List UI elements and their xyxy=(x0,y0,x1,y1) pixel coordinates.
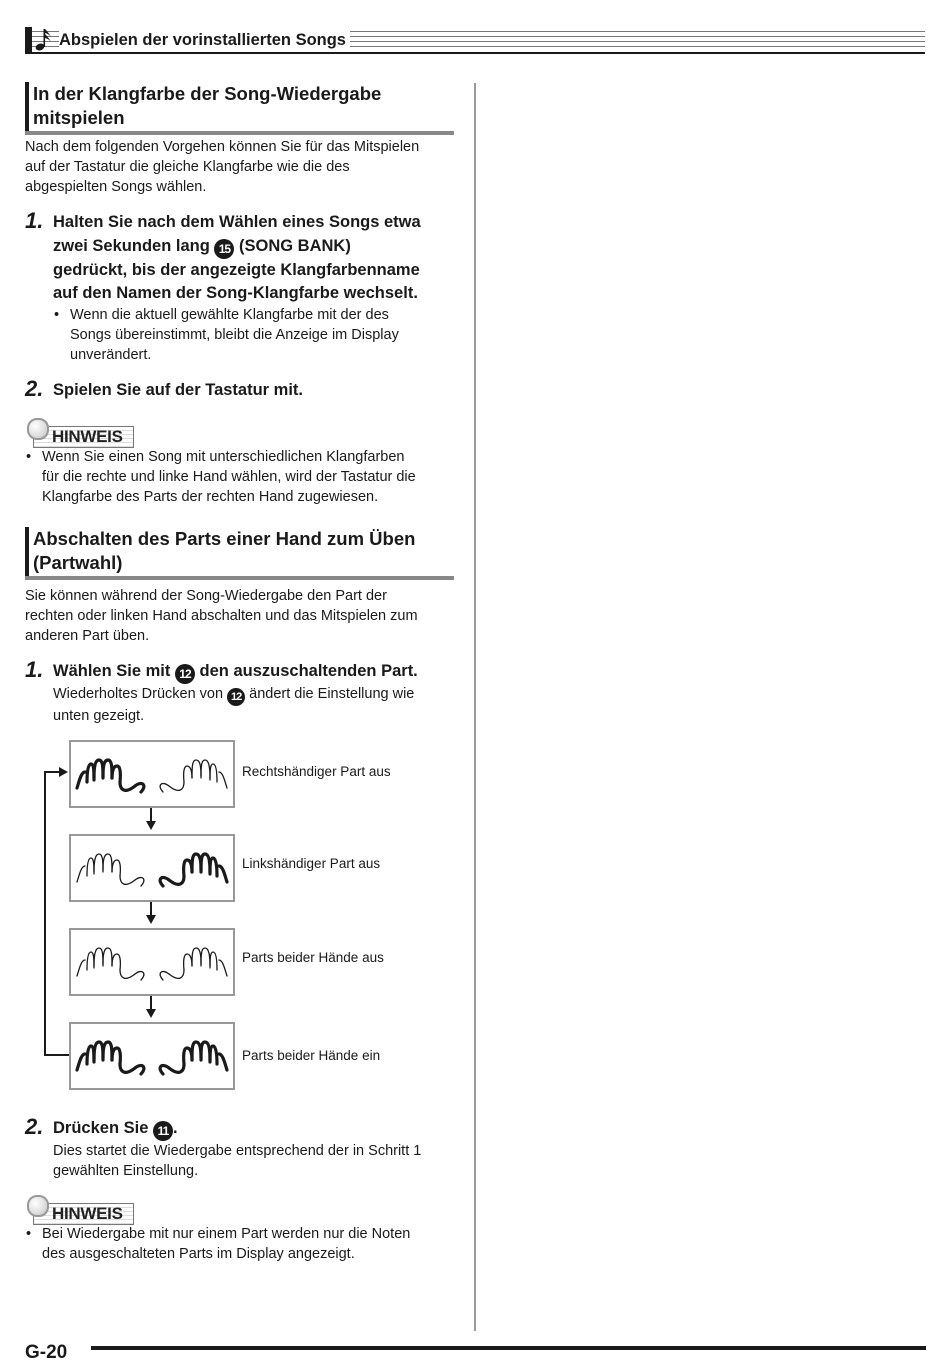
text-line: Nach dem folgenden Vorgehen können Sie für das Mitspielen xyxy=(25,139,420,155)
hinweis-label: HINWEIS xyxy=(52,1204,123,1223)
step-number: 1. xyxy=(25,657,44,682)
magnifier-icon xyxy=(27,418,49,440)
page-number: G-20 xyxy=(25,1342,68,1363)
step-text xyxy=(53,660,465,684)
text-line: Bei Wiedergabe mit nur einem Part werden nur die Noten xyxy=(42,1226,411,1242)
diagram-state-1 xyxy=(69,740,235,808)
left-hand-icon xyxy=(77,948,144,980)
step-number: 2. xyxy=(25,376,44,401)
bullet-dot: • xyxy=(26,1226,32,1242)
text-segment: zwei Sekunden lang xyxy=(53,236,210,255)
text-line: abgespielten Songs wählen. xyxy=(25,179,207,195)
text-segment: Wählen Sie mit xyxy=(53,662,171,680)
text-line: Wenn Sie einen Song mit unterschiedlichen Klangfarben xyxy=(42,449,405,465)
section2-intro xyxy=(25,586,418,646)
section2-step2-detail xyxy=(53,1141,421,1181)
right-hand-icon xyxy=(160,854,227,886)
text-segment: . xyxy=(172,1119,178,1137)
right-hand-icon xyxy=(160,760,227,792)
section-heading-partwahl xyxy=(25,527,454,580)
diagram-caption: Parts beider Hände ein xyxy=(242,1048,381,1063)
column-divider xyxy=(474,83,476,1331)
text-line: Dies startet die Wiedergabe entsprechend der in Schritt 1 xyxy=(53,1143,422,1159)
hinweis-label: HINWEIS xyxy=(52,427,123,446)
text-line: anderen Part üben. xyxy=(25,628,150,644)
button-number-badge: 12 xyxy=(175,664,195,684)
text-segment: den auszuschaltenden Part. xyxy=(199,662,418,680)
text-line: unverändert. xyxy=(70,347,152,363)
button-number-badge: 11 xyxy=(153,1121,173,1141)
text-line: Wenn die aktuell gewählte Klangfarbe mit der des xyxy=(70,307,389,323)
text-line: Klangfarbe des Parts der rechten Hand zugewiesen. xyxy=(42,489,379,505)
diagram-state-2 xyxy=(69,834,235,902)
text-line: Sie können während der Song-Wiedergabe den Part der xyxy=(25,588,387,604)
right-hand-icon xyxy=(160,1042,227,1074)
step-number: 2. xyxy=(25,1114,44,1139)
footer-rule xyxy=(91,1346,926,1350)
button-number-badge: 12 xyxy=(227,688,245,706)
text-segment: (SONG BANK) xyxy=(238,236,351,255)
text-line: auf der Tastatur die gleiche Klangfarbe wie die des xyxy=(25,159,350,175)
diagram-state-4 xyxy=(69,1022,235,1090)
step-text xyxy=(53,1117,465,1141)
step-text: Spielen Sie auf der Tastatur mit. xyxy=(53,381,304,399)
section-heading-mitspielen xyxy=(25,82,454,135)
right-hand-icon xyxy=(160,948,227,980)
diagram-caption: Linkshändiger Part aus xyxy=(242,856,381,871)
section2-step1-detail xyxy=(53,684,414,726)
diagram-state-3 xyxy=(69,928,235,996)
left-hand-icon xyxy=(77,1042,144,1074)
bullet-dot: • xyxy=(26,449,32,465)
heading-line: mitspielen xyxy=(33,107,125,128)
diagram-caption: Rechtshändiger Part aus xyxy=(242,764,391,779)
heading-line: In der Klangfarbe der Song-Wiedergabe xyxy=(33,83,382,104)
text-segment: Wiederholtes Drücken von xyxy=(53,686,224,702)
text-line: Halten Sie nach dem Wählen eines Songs etwa xyxy=(53,213,421,231)
text-line xyxy=(53,684,414,706)
button-number-badge: 15 xyxy=(214,239,234,259)
page-header-title: Abspielen der vorinstallierten Songs xyxy=(59,31,350,50)
magnifier-icon xyxy=(27,1195,49,1217)
text-segment: Drücken Sie xyxy=(53,1119,149,1137)
diagram-caption: Parts beider Hände aus xyxy=(242,950,384,965)
text-line: des ausgeschalteten Parts im Display angezeigt. xyxy=(42,1246,355,1262)
heading-line: Abschalten des Parts einer Hand zum Üben xyxy=(33,528,416,549)
step-text xyxy=(53,211,465,306)
text-line: Songs übereinstimmt, bleibt die Anzeige im Display xyxy=(70,327,399,343)
text-segment: ändert die Einstellung wie xyxy=(249,686,415,702)
heading-line: (Partwahl) xyxy=(33,552,123,573)
text-line xyxy=(53,235,465,259)
text-line: rechten oder linken Hand abschalten und das Mitspielen zum xyxy=(25,608,418,624)
text-line: gedrückt, bis der angezeigte Klangfarbenname xyxy=(53,260,420,279)
left-hand-icon xyxy=(77,760,144,792)
section1-intro xyxy=(25,137,419,197)
bullet-dot: • xyxy=(54,307,60,323)
music-note-icon xyxy=(34,26,54,52)
text-line: gewählten Einstellung. xyxy=(53,1163,199,1179)
left-hand-icon xyxy=(77,854,144,886)
step-number: 1. xyxy=(25,208,44,233)
text-line: auf den Namen der Song-Klangfarbe wechselt. xyxy=(53,284,418,302)
page-header xyxy=(25,27,925,53)
text-line: unten gezeigt. xyxy=(53,708,145,724)
text-line: für die rechte und linke Hand wählen, wird der Tastatur die xyxy=(42,469,416,485)
